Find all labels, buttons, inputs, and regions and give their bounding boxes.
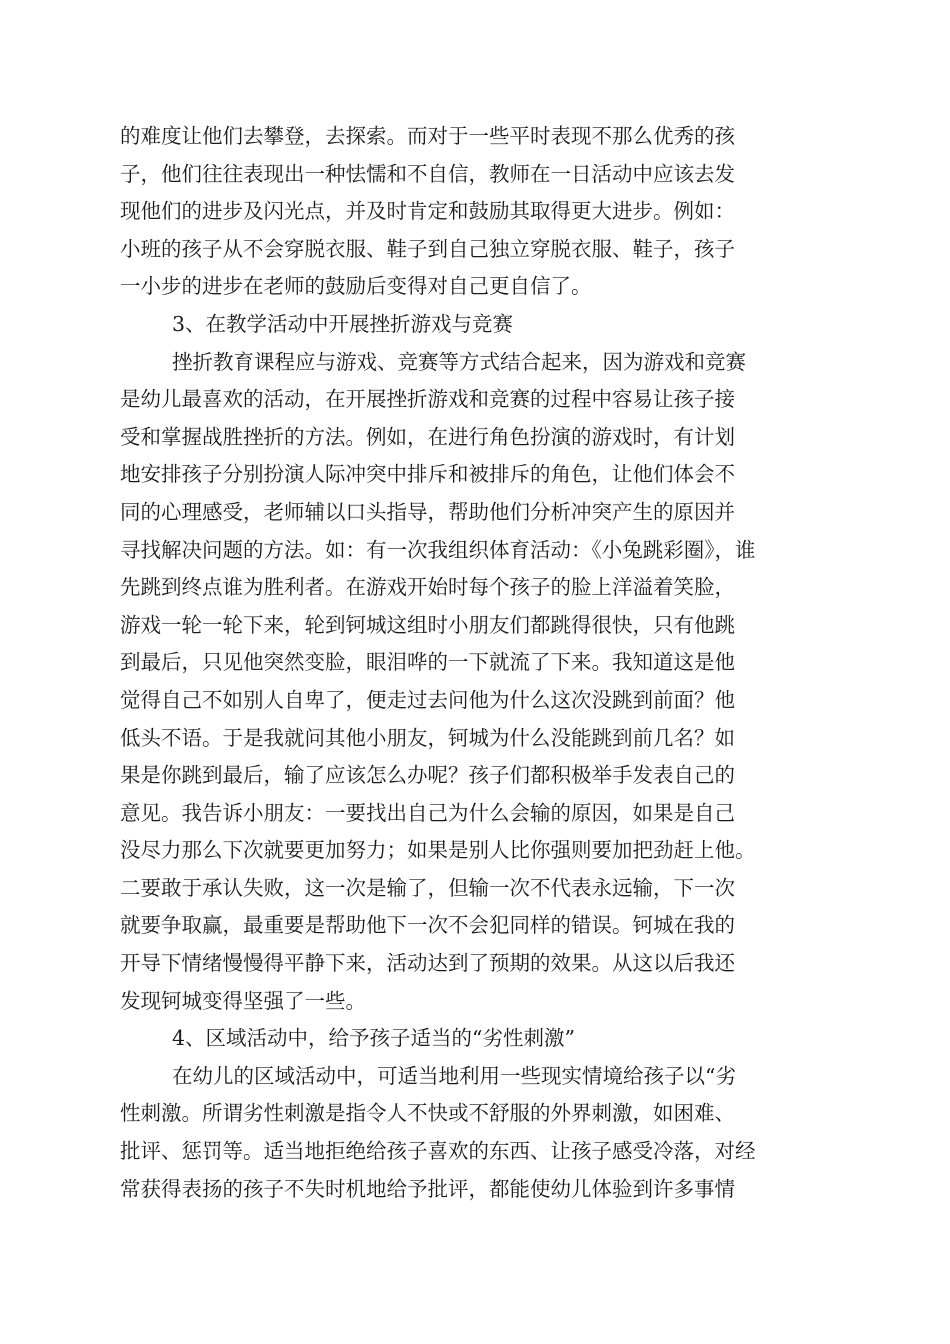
text-line: 开导下情绪慢慢得平静下来，活动达到了预期的效果。从这以后我还	[120, 951, 735, 976]
text-line: 就要争取赢，最重要是帮助他下一次不会犯同样的错误。钶城在我的	[120, 913, 735, 938]
text-line: 4、区域活动中，给予孩子适当的“劣性刺激”	[172, 1026, 576, 1051]
text-line: 常获得表扬的孩子不失时机地给予批评，都能使幼儿体验到许多事情	[120, 1176, 735, 1201]
text-line: 一小步的进步在老师的鼓励后变得对自己更自信了。	[120, 274, 592, 299]
text-line: 受和掌握战胜挫折的方法。例如，在进行角色扮演的游戏时，有计划	[120, 424, 735, 449]
text-line: 二要敢于承认失败，这一次是输了，但输一次不代表永远输，下一次	[120, 875, 735, 900]
text-line: 觉得自己不如别人自卑了，便走过去问他为什么这次没跳到前面？他	[120, 687, 735, 712]
text-line: 没尽力那么下次就要更加努力；如果是别人比你强则要加把劲赶上他。	[120, 838, 756, 863]
text-line: 子，他们往往表现出一种怯懦和不自信，教师在一日活动中应该去发	[120, 161, 735, 186]
text-line: 地安排孩子分别扮演人际冲突中排斥和被排斥的角色，让他们体会不	[120, 462, 735, 487]
body-text	[120, 118, 832, 1208]
text-line: 小班的孩子从不会穿脱衣服、鞋子到自己独立穿脱衣服、鞋子，孩子	[120, 236, 735, 261]
text-line: 在幼儿的区域活动中，可适当地利用一些现实情境给孩子以“劣	[172, 1063, 736, 1088]
text-line: 意见。我告诉小朋友：一要找出自己为什么会输的原因，如果是自己	[120, 800, 735, 825]
text-line: 先跳到终点谁为胜利者。在游戏开始时每个孩子的脸上洋溢着笑脸，	[120, 575, 735, 600]
text-line: 是幼儿最喜欢的活动，在开展挫折游戏和竞赛的过程中容易让孩子接	[120, 387, 735, 412]
text-line: 低头不语。于是我就问其他小朋友，钶城为什么没能跳到前几名？如	[120, 725, 735, 750]
text-line: 果是你跳到最后，输了应该怎么办呢？孩子们都积极举手发表自己的	[120, 763, 735, 788]
text-line: 游戏一轮一轮下来，轮到钶城这组时小朋友们都跳得很快，只有他跳	[120, 612, 735, 637]
text-line: 到最后，只见他突然变脸，眼泪哗的一下就流了下来。我知道这是他	[120, 650, 735, 675]
text-line: 挫折教育课程应与游戏、竞赛等方式结合起来，因为游戏和竞赛	[172, 349, 746, 374]
text-line: 寻找解决问题的方法。如：有一次我组织体育活动：《小兔跳彩圈》，谁	[120, 537, 756, 562]
text-line: 同的心理感受，老师辅以口头指导，帮助他们分析冲突产生的原因并	[120, 499, 735, 524]
text-line: 的难度让他们去攀登，去探索。而对于一些平时表现不那么优秀的孩	[120, 124, 735, 148]
text-line: 批评、惩罚等。适当地拒绝给孩子喜欢的东西、让孩子感受冷落，对经	[120, 1139, 756, 1164]
text-line: 3、在教学活动中开展挫折游戏与竞赛	[172, 311, 514, 336]
text-line: 性刺激。所谓劣性刺激是指令人不快或不舒服的外界刺激，如困难、	[120, 1101, 735, 1126]
text-line: 发现钶城变得坚强了一些。	[120, 988, 366, 1013]
text-line: 现他们的进步及闪光点，并及时肯定和鼓励其取得更大进步。例如：	[120, 199, 735, 224]
